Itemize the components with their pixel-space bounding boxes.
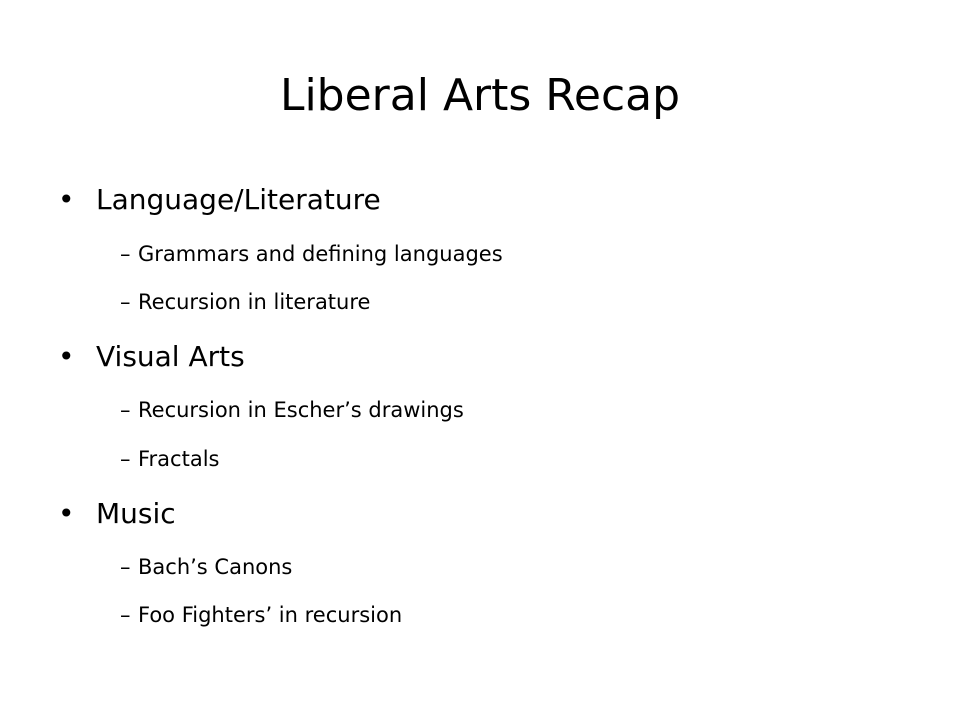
bullet-dot-icon: •	[58, 183, 75, 216]
sub-bullet-label: Fractals	[138, 447, 220, 471]
dash-icon: –	[120, 290, 131, 314]
sub-bullet-label: Foo Fighters’ in recursion	[138, 603, 403, 627]
sub-bullet-label: Recursion in Escher’s drawings	[138, 398, 464, 422]
dash-icon: –	[120, 447, 131, 471]
bullet-label: Music	[96, 497, 176, 530]
dash-icon: –	[120, 398, 131, 422]
dash-icon: –	[120, 603, 131, 627]
dash-icon: –	[120, 555, 131, 579]
dash-icon: –	[120, 242, 131, 266]
bullet-dot-icon: •	[58, 497, 75, 530]
sub-bullet-label: Bach’s Canons	[138, 555, 293, 579]
sub-bullet-label: Grammars and defining languages	[138, 242, 503, 266]
bullet-dot-icon: •	[58, 340, 75, 373]
bullet-label: Visual Arts	[96, 340, 245, 373]
sub-bullet-label: Recursion in literature	[138, 290, 371, 314]
bullet-label: Language/Literature	[96, 183, 381, 216]
slide-title: Liberal Arts Recap	[279, 70, 681, 121]
